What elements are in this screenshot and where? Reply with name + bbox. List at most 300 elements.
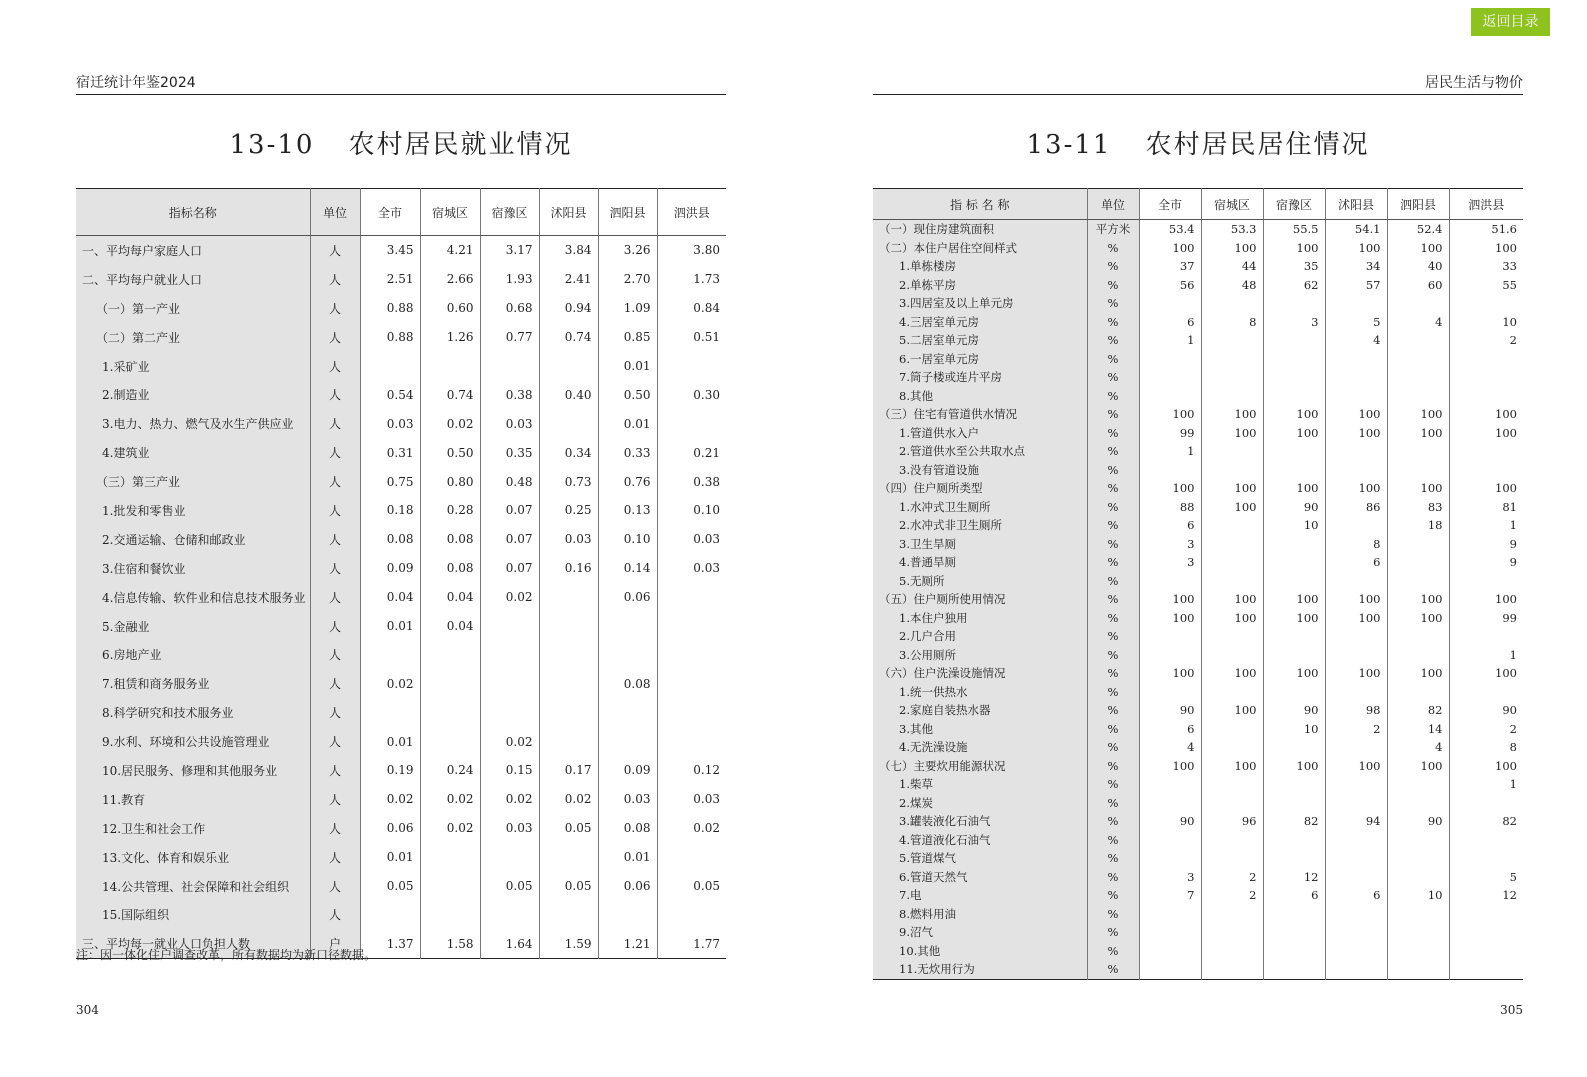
table-row [873,701,1523,720]
table-row [873,775,1523,794]
value-cell: 0.08 [598,669,657,698]
table-row [873,516,1523,535]
table-row [76,525,726,554]
value-cell: 0.40 [539,380,598,409]
value-cell [360,698,420,727]
table-row [873,794,1523,813]
value-cell: 2.66 [420,265,480,294]
value-cell: 2.70 [598,265,657,294]
row-unit: % [1087,276,1139,295]
value-cell: 0.01 [598,843,657,872]
column-header-region: 泗洪县 [657,189,726,236]
value-cell [1387,553,1449,572]
column-header-region: 泗阳县 [1387,189,1449,220]
value-cell: 90 [1449,701,1523,720]
value-cell [1325,831,1387,850]
value-cell [1201,738,1263,757]
value-cell [1449,942,1523,961]
row-label: 3.住宿和餐饮业 [76,554,310,583]
row-label: 二、平均每户就业人口 [76,265,310,294]
value-cell [1263,923,1325,942]
table-row [873,405,1523,424]
value-cell: 100 [1201,405,1263,424]
value-cell: 3.84 [539,236,598,265]
value-cell: 10 [1263,516,1325,535]
value-cell [1325,683,1387,702]
value-cell: 2 [1449,331,1523,350]
value-cell: 0.21 [657,438,726,467]
row-label: （一）第一产业 [76,294,310,323]
value-cell: 100 [1387,664,1449,683]
table-row [873,923,1523,942]
value-cell [598,640,657,669]
value-cell: 0.02 [360,785,420,814]
value-cell [657,583,726,612]
value-cell: 100 [1387,239,1449,258]
value-cell: 1.77 [657,929,726,958]
table-row [76,669,726,698]
value-cell [598,900,657,929]
row-label: 6.一居室单元房 [873,350,1087,369]
row-unit: % [1087,479,1139,498]
value-cell: 33 [1449,257,1523,276]
value-cell: 1.59 [539,929,598,958]
value-cell: 6 [1325,553,1387,572]
table-note: 注：因一体化住户调查改革，所有数据均为新口径数据。 [76,948,377,962]
value-cell [1139,350,1201,369]
row-unit: % [1087,701,1139,720]
table-row [873,498,1523,517]
value-cell: 2 [1325,720,1387,739]
value-cell: 8 [1201,313,1263,332]
value-cell: 1 [1449,775,1523,794]
row-label: 15.国际组织 [76,900,310,929]
row-label: 4.信息传输、软件业和信息技术服务业 [76,583,310,612]
value-cell: 100 [1263,479,1325,498]
value-cell: 0.01 [360,727,420,756]
row-unit: 人 [310,409,360,438]
value-cell: 0.48 [480,467,539,496]
row-label: （三）住宅有管道供水情况 [873,405,1087,424]
table-row [76,612,726,641]
value-cell [1449,831,1523,850]
column-header-region: 全市 [1139,189,1201,220]
value-cell: 98 [1325,701,1387,720]
value-cell: 0.04 [420,583,480,612]
table-row [76,352,726,381]
row-unit: % [1087,424,1139,443]
right-running-header [873,74,1523,95]
value-cell [420,843,480,872]
value-cell [1387,831,1449,850]
value-cell: 5 [1325,313,1387,332]
row-label: 3.电力、热力、燃气及水生产供应业 [76,409,310,438]
value-cell [1387,775,1449,794]
row-unit: % [1087,461,1139,480]
value-cell: 0.07 [480,525,539,554]
value-cell: 54.1 [1325,220,1387,239]
value-cell: 100 [1449,424,1523,443]
value-cell: 100 [1201,757,1263,776]
page-number-right: 305 [1500,1003,1523,1017]
value-cell: 100 [1139,757,1201,776]
row-unit: % [1087,627,1139,646]
value-cell: 6 [1263,886,1325,905]
value-cell: 100 [1387,479,1449,498]
value-cell: 0.02 [480,727,539,756]
row-unit: 人 [310,669,360,698]
value-cell [657,409,726,438]
row-unit: % [1087,812,1139,831]
value-cell [1325,646,1387,665]
value-cell: 37 [1139,257,1201,276]
value-cell: 34 [1325,257,1387,276]
value-cell: 0.05 [360,872,420,901]
value-cell: 12 [1449,886,1523,905]
table-row [76,294,726,323]
value-cell [1263,849,1325,868]
value-cell: 0.03 [360,409,420,438]
value-cell: 57 [1325,276,1387,295]
value-cell [1449,849,1523,868]
table-row [76,496,726,525]
table-header-row [873,189,1523,220]
row-unit: 人 [310,756,360,785]
column-header-unit: 单位 [310,189,360,236]
value-cell: 3 [1263,313,1325,332]
value-cell [1449,350,1523,369]
value-cell: 100 [1139,239,1201,258]
value-cell: 0.13 [598,496,657,525]
table-row [873,572,1523,591]
value-cell [539,843,598,872]
value-cell [539,669,598,698]
value-cell: 100 [1201,498,1263,517]
row-unit: 人 [310,525,360,554]
value-cell: 2 [1201,886,1263,905]
value-cell [1201,831,1263,850]
value-cell [1201,683,1263,702]
value-cell [1387,461,1449,480]
value-cell: 10 [1387,886,1449,905]
value-cell: 100 [1201,479,1263,498]
value-cell [1201,535,1263,554]
value-cell: 0.17 [539,756,598,785]
value-cell [1139,794,1201,813]
value-cell [1139,683,1201,702]
value-cell: 51.6 [1449,220,1523,239]
value-cell: 1.21 [598,929,657,958]
value-cell [1263,775,1325,794]
value-cell [420,872,480,901]
value-cell: 5 [1449,868,1523,887]
value-cell [1139,960,1201,979]
value-cell [657,669,726,698]
row-label: 2.家庭自装热水器 [873,701,1087,720]
value-cell [598,698,657,727]
value-cell: 0.01 [360,612,420,641]
row-unit: % [1087,535,1139,554]
value-cell [1201,553,1263,572]
value-cell: 3.17 [480,236,539,265]
value-cell: 100 [1325,479,1387,498]
chapter-title: 居民生活与物价 [1425,75,1523,91]
value-cell [1325,942,1387,961]
value-cell: 88 [1139,498,1201,517]
value-cell: 100 [1325,424,1387,443]
value-cell [1139,646,1201,665]
table-row [873,812,1523,831]
value-cell: 0.01 [598,352,657,381]
row-label: 3.罐装液化石油气 [873,812,1087,831]
value-cell: 12 [1263,868,1325,887]
value-cell: 0.54 [360,380,420,409]
row-label: 1.本住户独用 [873,609,1087,628]
table-row [873,590,1523,609]
value-cell: 100 [1325,405,1387,424]
value-cell [1201,627,1263,646]
value-cell [1387,368,1449,387]
value-cell [1263,683,1325,702]
row-unit: 人 [310,814,360,843]
column-header-region: 全市 [360,189,420,236]
value-cell: 1.93 [480,265,539,294]
row-label: 8.科学研究和技术服务业 [76,698,310,727]
value-cell [1139,294,1201,313]
row-label: 9.水利、环境和公共设施管理业 [76,727,310,756]
value-cell: 0.15 [480,756,539,785]
value-cell [1139,905,1201,924]
row-unit: % [1087,572,1139,591]
value-cell: 0.60 [420,294,480,323]
value-cell [1139,627,1201,646]
value-cell: 6 [1139,720,1201,739]
value-cell: 0.05 [657,872,726,901]
value-cell: 0.02 [480,583,539,612]
row-unit: % [1087,331,1139,350]
column-header-name: 指标名称 [76,189,310,236]
table-row [873,276,1523,295]
value-cell [598,612,657,641]
value-cell: 4 [1139,738,1201,757]
back-to-contents-button[interactable]: 返回目录 [1471,8,1550,36]
value-cell [1387,683,1449,702]
value-cell [1201,720,1263,739]
value-cell: 60 [1387,276,1449,295]
value-cell: 0.38 [480,380,539,409]
value-cell [1325,387,1387,406]
value-cell: 0.31 [360,438,420,467]
value-cell [1449,294,1523,313]
row-unit: % [1087,442,1139,461]
value-cell: 0.03 [657,554,726,583]
value-cell: 48 [1201,276,1263,295]
value-cell [1201,350,1263,369]
row-label: 2.管道供水至公共取水点 [873,442,1087,461]
value-cell: 100 [1201,664,1263,683]
row-unit: % [1087,553,1139,572]
value-cell: 0.25 [539,496,598,525]
row-label: 5.管道煤气 [873,849,1087,868]
table-row [873,220,1523,239]
value-cell: 100 [1449,479,1523,498]
value-cell [1201,516,1263,535]
row-label: 1.水冲式卫生厕所 [873,498,1087,517]
row-label: 1.单栋楼房 [873,257,1087,276]
value-cell: 52.4 [1387,220,1449,239]
value-cell: 55.5 [1263,220,1325,239]
value-cell: 100 [1325,757,1387,776]
table-row [873,664,1523,683]
row-label: 1.批发和零售业 [76,496,310,525]
row-unit: 人 [310,236,360,265]
value-cell [1449,923,1523,942]
row-unit: % [1087,313,1139,332]
column-header-name: 指 标 名 称 [873,189,1087,220]
value-cell: 83 [1387,498,1449,517]
table-row [873,757,1523,776]
table-row [873,424,1523,443]
value-cell [657,640,726,669]
value-cell: 3 [1139,868,1201,887]
row-label: 5.二居室单元房 [873,331,1087,350]
value-cell: 100 [1201,701,1263,720]
value-cell: 100 [1201,424,1263,443]
value-cell: 0.10 [657,496,726,525]
row-label: 3.没有管道设施 [873,461,1087,480]
value-cell [1325,368,1387,387]
value-cell [1263,831,1325,850]
value-cell: 100 [1449,405,1523,424]
value-cell: 0.01 [598,409,657,438]
value-cell [1325,516,1387,535]
value-cell: 0.03 [480,814,539,843]
value-cell: 0.85 [598,323,657,352]
housing-table [873,188,1523,980]
value-cell: 100 [1263,239,1325,258]
value-cell: 0.24 [420,756,480,785]
value-cell [1139,849,1201,868]
value-cell: 0.08 [420,554,480,583]
row-label: 4.建筑业 [76,438,310,467]
value-cell: 90 [1387,812,1449,831]
row-unit: 人 [310,785,360,814]
value-cell: 56 [1139,276,1201,295]
row-unit: 人 [310,438,360,467]
row-label: 7.租赁和商务服务业 [76,669,310,698]
value-cell: 2.41 [539,265,598,294]
table-row [873,479,1523,498]
value-cell: 0.02 [420,814,480,843]
value-cell: 3.45 [360,236,420,265]
row-unit: % [1087,683,1139,702]
table-row [873,646,1523,665]
table-row [873,535,1523,554]
value-cell: 53.3 [1201,220,1263,239]
value-cell [657,843,726,872]
value-cell [420,727,480,756]
table-row [76,698,726,727]
value-cell [1387,942,1449,961]
row-unit: 人 [310,612,360,641]
row-unit: % [1087,757,1139,776]
value-cell [1325,294,1387,313]
value-cell: 0.34 [539,438,598,467]
value-cell [1139,923,1201,942]
row-label: （六）住户洗澡设施情况 [873,664,1087,683]
row-unit: % [1087,905,1139,924]
table-row [873,831,1523,850]
value-cell [1263,553,1325,572]
value-cell: 4 [1387,313,1449,332]
table-row [76,323,726,352]
row-unit: 人 [310,727,360,756]
table-row [873,239,1523,258]
row-unit: 人 [310,467,360,496]
row-label: 1.采矿业 [76,352,310,381]
value-cell: 0.05 [539,814,598,843]
value-cell: 6 [1325,886,1387,905]
value-cell [1263,461,1325,480]
value-cell: 100 [1387,405,1449,424]
value-cell: 1.09 [598,294,657,323]
value-cell: 0.02 [360,669,420,698]
table-row [873,849,1523,868]
value-cell [1201,905,1263,924]
row-label: 8.其他 [873,387,1087,406]
value-cell [1263,646,1325,665]
row-label: 4.无洗澡设施 [873,738,1087,757]
value-cell [1263,627,1325,646]
value-cell: 0.08 [420,525,480,554]
value-cell [1201,775,1263,794]
row-unit: % [1087,960,1139,979]
table-row [873,905,1523,924]
table-row [873,387,1523,406]
value-cell: 1 [1139,331,1201,350]
value-cell: 62 [1263,276,1325,295]
row-unit: 平方米 [1087,220,1139,239]
value-cell: 0.74 [420,380,480,409]
value-cell [539,352,598,381]
value-cell: 0.03 [598,785,657,814]
row-label: 12.卫生和社会工作 [76,814,310,843]
table-row [76,727,726,756]
right-table-title [873,124,1523,161]
table-row [76,409,726,438]
value-cell: 0.03 [657,525,726,554]
value-cell [1387,905,1449,924]
value-cell: 100 [1263,757,1325,776]
value-cell: 100 [1139,590,1201,609]
value-cell: 100 [1325,664,1387,683]
value-cell: 1.64 [480,929,539,958]
row-label: 14.公共管理、社会保障和社会组织 [76,872,310,901]
value-cell [539,583,598,612]
value-cell: 0.04 [360,583,420,612]
table-row [76,467,726,496]
value-cell [657,900,726,929]
value-cell [1263,294,1325,313]
value-cell [1263,905,1325,924]
value-cell: 0.07 [480,554,539,583]
value-cell: 18 [1387,516,1449,535]
value-cell: 0.30 [657,380,726,409]
value-cell: 44 [1201,257,1263,276]
column-header-region: 宿城区 [1201,189,1263,220]
value-cell [1263,368,1325,387]
value-cell: 0.02 [657,814,726,843]
